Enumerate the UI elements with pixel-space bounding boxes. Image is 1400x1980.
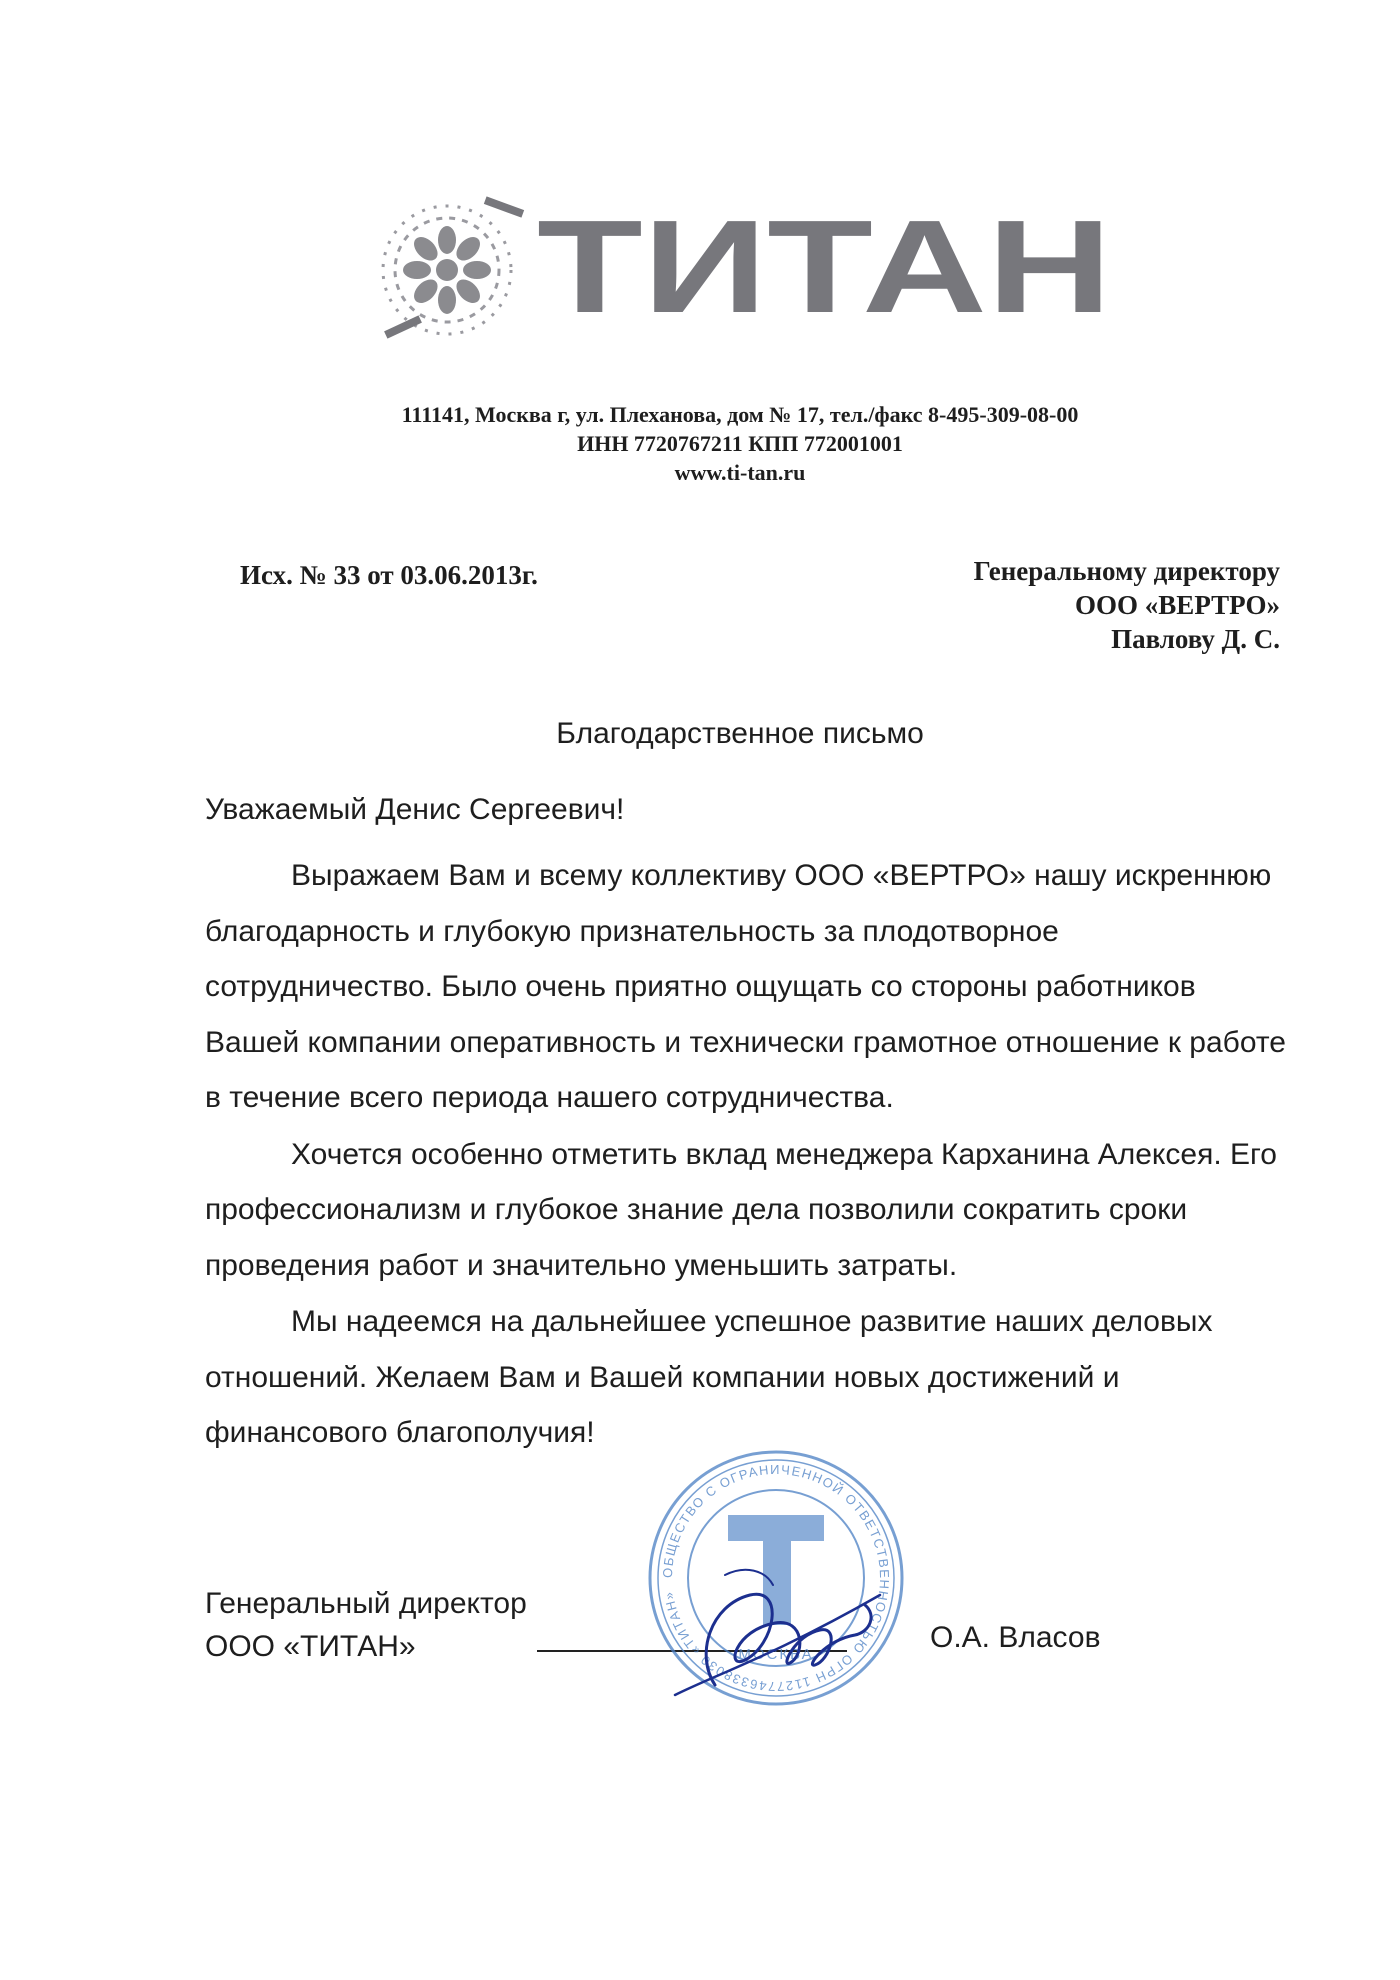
seal-outer-text: ОБЩЕСТВО С ОГРАНИЧЕННОЙ ОТВЕТСТВЕННОСТЬЮ ОГРН 1127746338030 «ТИТАН» <box>659 1461 893 1695</box>
letter-body <box>205 848 1295 1462</box>
body-paragraph: Хочется особенно отметить вклад менеджера Карханина Алексея. Его профессионализм и глубокое знание дела позволили сократить сроки проведения работ и значительно уменьшить затраты. <box>205 1137 1277 1282</box>
addressee-name: Павлову Д. С. <box>1111 624 1280 654</box>
salutation: Уважаемый Денис Сергеевич! <box>205 793 625 826</box>
company-address: 111141, Москва г, ул. Плеханова, дом № 17, тел./факс 8-495-309-08-00 <box>401 402 1079 427</box>
company-logo <box>372 195 1132 345</box>
document-title: Благодарственное письмо <box>556 717 924 750</box>
seal-city: МОСКВА <box>738 1646 814 1663</box>
handwritten-signature <box>655 1535 895 1715</box>
signature-graphic <box>655 1535 895 1715</box>
titan-logo-graphic <box>372 195 1132 345</box>
addressee-position: Генеральному директору <box>973 556 1280 586</box>
body-paragraph: Мы надеемся на дальнейшее успешное развитие наших деловых отношений. Желаем Вам и Вашей компании новых достижений и финансового благополучия! <box>205 1305 1213 1449</box>
outgoing-reference: Исх. № 33 от 03.06.2013г. <box>240 560 538 590</box>
signer-name: О.А. Власов <box>930 1621 1101 1654</box>
signer-company: ООО «ТИТАН» <box>205 1630 416 1663</box>
signer-position: Генеральный директор <box>205 1587 527 1620</box>
body-paragraph: Выражаем Вам и всему коллективу ООО «ВЕРТРО» нашу искреннюю благодарность и глубокую признательность за плодотворное сотрудничество. Было очень приятно ощущать со стороны работников Вашей компании оперативность и технически грамотное отношение к работе в течение всего периода нашего сотрудничества. <box>205 859 1286 1114</box>
company-tax-ids: ИНН 7720767211 КПП 772001001 <box>577 431 903 456</box>
addressee-block <box>760 554 1280 656</box>
signer-position-block <box>205 1582 527 1668</box>
letterhead-requisites <box>330 400 1150 487</box>
addressee-company: ООО «ВЕРТРО» <box>1075 590 1280 620</box>
company-website: www.ti-tan.ru <box>674 460 806 485</box>
logo-wordmark: ТИТАН <box>537 195 1112 340</box>
